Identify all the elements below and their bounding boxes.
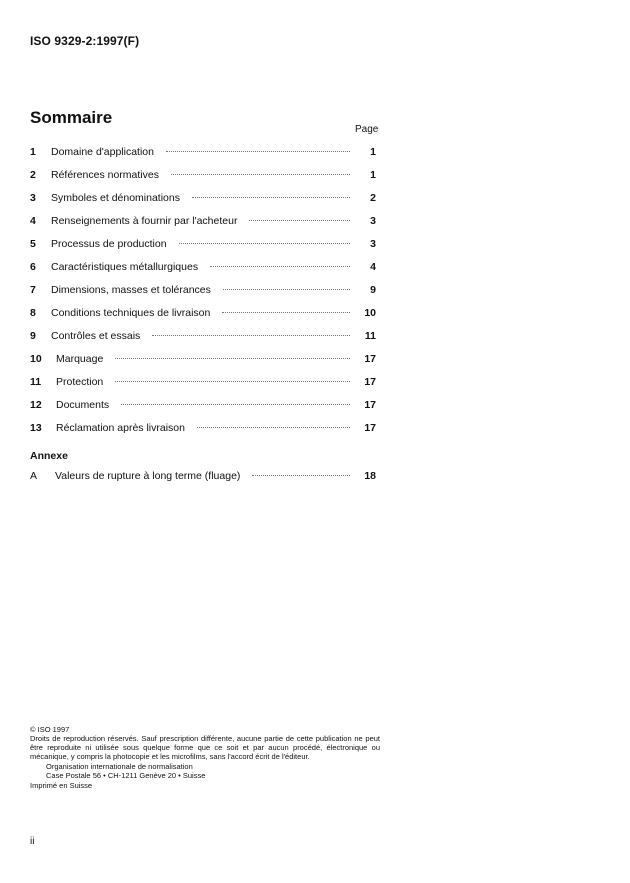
toc-entry-label: Caractéristiques métallurgiques: [51, 261, 199, 273]
publisher-block: [46, 762, 380, 780]
annex-heading: Annexe: [30, 450, 68, 462]
annex-entry-page: 18: [364, 470, 376, 482]
publisher-address: Case Postale 56 • CH-1211 Genève 20 • Suisse: [46, 771, 206, 780]
toc-entry-label: Contrôles et essais: [51, 330, 141, 342]
toc-entry-page: 17: [364, 422, 376, 434]
dot-leader: [222, 312, 350, 313]
dot-leader: [252, 475, 350, 476]
toc-entry-number: 10: [30, 353, 42, 365]
toc-entry-label: Conditions techniques de livraison: [51, 307, 211, 319]
publisher-name: Organisation internationale de normalisation: [46, 762, 193, 771]
toc-entry-page: 2: [370, 192, 376, 204]
toc-list: [30, 146, 376, 445]
copyright-footer: [30, 725, 380, 790]
dot-leader: [192, 197, 350, 198]
toc-entry-number: 6: [30, 261, 36, 273]
toc-entry-number: 9: [30, 330, 36, 342]
dot-leader: [179, 243, 350, 244]
dot-leader: [197, 427, 350, 428]
toc-entry-page: 9: [370, 284, 376, 296]
printed-in: Imprimé en Suisse: [30, 781, 93, 790]
toc-entry[interactable]: [30, 261, 376, 284]
toc-entry[interactable]: [30, 192, 376, 215]
toc-entry-number: 5: [30, 238, 36, 250]
toc-entry[interactable]: [30, 238, 376, 261]
toc-entry-label: Dimensions, masses et tolérances: [51, 284, 211, 296]
copyright-notice: © ISO 1997: [30, 725, 70, 734]
toc-entry-number: 7: [30, 284, 36, 296]
dot-leader: [210, 266, 350, 267]
toc-entry[interactable]: [30, 376, 376, 399]
toc-entry-number: 13: [30, 422, 42, 434]
toc-entry-page: 17: [364, 399, 376, 411]
dot-leader: [223, 289, 350, 290]
page-column-label: Page: [355, 124, 379, 135]
annex-list: [30, 470, 376, 493]
annex-entry-letter: A: [30, 470, 38, 482]
toc-title: Sommaire: [30, 108, 113, 127]
document-id: ISO 9329-2:1997(F): [30, 34, 140, 48]
toc-entry-page: 3: [370, 238, 376, 250]
toc-entry-page: 10: [364, 307, 376, 319]
toc-entry-label: Marquage: [56, 353, 104, 365]
toc-entry[interactable]: [30, 146, 376, 169]
toc-entry[interactable]: [30, 330, 376, 353]
rights-statement: Droits de reproduction réservés. Sauf prescription différente, aucune partie de cette publication ne peut être reproduite ni utilisée sous quelque forme que ce soit et par aucun procédé, électronique ou mécanique, y compris la photocopie et les microfilms, sans l'accord écrit de l'éditeur.: [30, 734, 380, 761]
toc-entry-number: 4: [30, 215, 36, 227]
dot-leader: [171, 174, 350, 175]
annex-entry-label: Valeurs de rupture à long terme (fluage): [55, 470, 241, 482]
dot-leader: [121, 404, 350, 405]
toc-entry-page: 1: [370, 169, 376, 181]
toc-entry-page: 1: [370, 146, 376, 158]
toc-entry-number: 11: [30, 376, 42, 388]
toc-entry-label: Symboles et dénominations: [51, 192, 180, 204]
toc-entry[interactable]: [30, 353, 376, 376]
toc-entry-number: 3: [30, 192, 36, 204]
toc-entry-page: 3: [370, 215, 376, 227]
page-number: ii: [30, 836, 35, 847]
toc-entry-label: Références normatives: [51, 169, 159, 181]
toc-entry-label: Domaine d'application: [51, 146, 154, 158]
dot-leader: [166, 151, 350, 152]
toc-entry[interactable]: [30, 215, 376, 238]
toc-entry-page: 4: [370, 261, 376, 273]
toc-entry-number: 1: [30, 146, 36, 158]
annex-entry[interactable]: [30, 470, 376, 493]
toc-entry-page: 17: [364, 353, 376, 365]
toc-entry-page: 11: [364, 330, 376, 342]
dot-leader: [115, 358, 350, 359]
toc-entry[interactable]: [30, 399, 376, 422]
toc-entry[interactable]: [30, 284, 376, 307]
toc-entry-page: 17: [364, 376, 376, 388]
toc-entry[interactable]: [30, 307, 376, 330]
toc-entry-label: Documents: [56, 399, 110, 411]
toc-entry-label: Processus de production: [51, 238, 167, 250]
dot-leader: [115, 381, 350, 382]
toc-entry-number: 12: [30, 399, 42, 411]
toc-entry[interactable]: [30, 169, 376, 192]
toc-entry-number: 8: [30, 307, 36, 319]
toc-entry-label: Renseignements à fournir par l'acheteur: [51, 215, 238, 227]
toc-entry-label: Réclamation après livraison: [56, 422, 185, 434]
dot-leader: [249, 220, 350, 221]
toc-entry-number: 2: [30, 169, 36, 181]
toc-entry-label: Protection: [56, 376, 104, 388]
toc-entry[interactable]: [30, 422, 376, 445]
dot-leader: [152, 335, 350, 336]
